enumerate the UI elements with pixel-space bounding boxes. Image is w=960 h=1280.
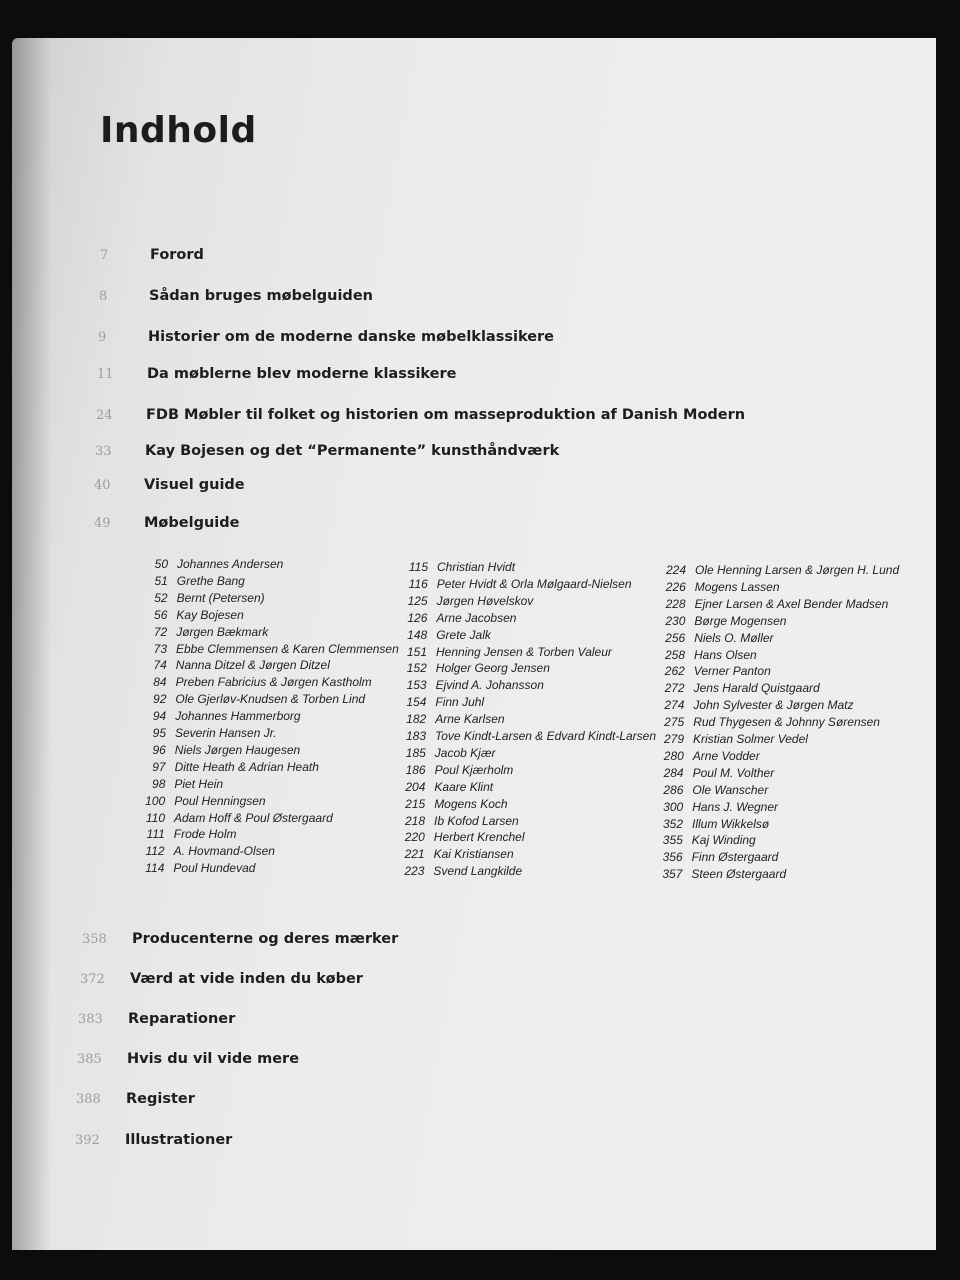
guide-entry-designer: Poul Hundevad (173, 861, 256, 876)
guide-entry-page: 215 (405, 796, 426, 811)
guide-entry-designer: Severin Hansen Jr. (175, 726, 277, 740)
guide-entry-designer: Holger Georg Jensen (435, 661, 550, 676)
guide-entry-page: 183 (405, 729, 426, 743)
guide-entry-designer: Jørgen Bækmark (176, 624, 269, 639)
guide-entry-page: 94 (152, 709, 167, 724)
toc-section-title: Værd at vide inden du køber (130, 971, 363, 987)
toc-page-number: 11 (97, 367, 114, 382)
guide-entry-designer: Johannes Hammerborg (175, 709, 301, 724)
toc-section-title: Da møblerne blev moderne klassikere (147, 366, 457, 382)
guide-entry-designer: Henning Jensen & Torben Valeur (436, 644, 612, 659)
guide-entry-page: 274 (664, 698, 685, 713)
guide-entry-designer: Mogens Koch (434, 796, 508, 811)
toc-section-title: Kay Bojesen og det “Permanente” kunsthåndværk (145, 443, 560, 459)
guide-entry-designer: Christian Hvidt (437, 560, 516, 574)
guide-entry-page: 223 (404, 864, 425, 879)
guide-entry-page: 110 (145, 810, 165, 825)
guide-entry-page: 256 (665, 630, 686, 645)
guide-entry-designer: Kaj Winding (691, 833, 756, 848)
guide-entry-page: 73 (153, 641, 167, 656)
guide-entry-page: 220 (404, 830, 425, 845)
guide-entry-designer: Frode Holm (173, 827, 237, 842)
toc-page-number: 24 (96, 408, 113, 423)
guide-entry-page: 125 (407, 593, 428, 608)
guide-entry-designer: Hans J. Wegner (692, 799, 779, 814)
toc-section-title: Møbelguide (144, 515, 240, 531)
guide-entry-designer: Verner Panton (693, 664, 771, 679)
toc-page-number: 49 (94, 516, 111, 531)
guide-entry-designer: Jens Harald Quistgaard (693, 681, 820, 696)
guide-entry-designer: Bernt (Petersen) (176, 590, 265, 605)
guide-entry-designer: Niels O. Møller (694, 630, 774, 645)
page-title: Indhold (100, 110, 257, 151)
guide-entry-page: 280 (663, 748, 684, 763)
guide-entry-page: 221 (404, 847, 425, 862)
guide-entry-page: 84 (153, 675, 167, 690)
toc-page-number: 385 (77, 1052, 102, 1067)
guide-entry-page: 116 (408, 576, 428, 591)
guide-entry-page: 352 (662, 816, 683, 831)
guide-entry-page: 98 (152, 776, 166, 791)
guide-entry-designer: Ole Wanscher (692, 782, 769, 797)
guide-entry-page: 228 (665, 596, 686, 611)
guide-entry-page: 126 (407, 610, 428, 625)
toc-section-title: Illustrationer (125, 1132, 233, 1148)
guide-entry-page: 56 (154, 607, 168, 622)
guide-entry-designer: Piet Hein (174, 776, 224, 791)
guide-entry-designer: Mogens Lassen (694, 579, 780, 594)
guide-entry-designer: Ejvind A. Johansson (435, 678, 544, 693)
toc-section-title: Hvis du vil vide mere (127, 1051, 300, 1067)
guide-entry-designer: Kay Bojesen (176, 607, 244, 622)
guide-entry-designer: Kaare Klint (434, 779, 494, 794)
toc-page-number: 392 (75, 1133, 100, 1148)
toc-page-number: 388 (76, 1092, 101, 1107)
guide-entry-designer: Grethe Bang (176, 573, 245, 588)
toc-section-title: Visuel guide (144, 477, 245, 493)
guide-entry-page: 153 (406, 678, 427, 693)
guide-entry-page: 357 (662, 867, 683, 882)
guide-entry-designer: Nanna Ditzel & Jørgen Ditzel (175, 658, 330, 673)
guide-entry-page: 185 (405, 745, 426, 760)
toc-section-title: Register (126, 1091, 195, 1107)
guide-entry-page: 52 (154, 590, 168, 605)
guide-entry-designer: Jacob Kjær (434, 745, 496, 760)
guide-entry-page: 50 (154, 557, 168, 571)
guide-entry-designer: Herbert Krenchel (433, 830, 525, 845)
guide-entry-page: 186 (405, 762, 426, 777)
guide-entry-page: 300 (663, 799, 684, 814)
guide-entry-page: 230 (665, 613, 686, 628)
toc-section-title: Forord (150, 247, 204, 263)
guide-entry-page: 114 (145, 861, 165, 876)
toc-page-number: 358 (82, 932, 107, 947)
guide-entry-page: 115 (408, 560, 428, 574)
guide-entry-designer: Jørgen Høvelskov (436, 593, 534, 608)
guide-entry-page: 284 (663, 765, 684, 780)
guide-entry-page: 182 (406, 712, 427, 727)
guide-entry-designer: Steen Østergaard (691, 867, 787, 882)
guide-entry-page: 275 (664, 715, 685, 730)
guide-entry-page: 286 (663, 782, 684, 797)
guide-entry-page: 152 (406, 661, 427, 676)
toc-page-number: 372 (80, 972, 105, 987)
guide-entry-designer: Poul Henningsen (174, 793, 266, 808)
guide-entry-designer: Svend Langkilde (433, 864, 523, 879)
guide-entry-page: 151 (406, 644, 427, 659)
guide-entry-designer: Illum Wikkelsø (692, 816, 770, 831)
guide-entry-page: 96 (152, 742, 166, 757)
guide-entry-page: 97 (152, 759, 166, 774)
toc-page-number: 40 (94, 478, 111, 493)
toc-section-title: Historier om de moderne danske møbelklassikere (148, 329, 555, 345)
guide-entry-designer: Rud Thygesen & Johnny Sørensen (693, 715, 880, 730)
guide-entry-designer: Finn Østergaard (691, 850, 779, 865)
guide-entry-page: 258 (664, 647, 685, 662)
toc-page-number: 33 (95, 444, 112, 459)
guide-entry-designer: Grete Jalk (436, 627, 491, 642)
guide-entry-designer: Johannes Andersen (177, 557, 284, 571)
guide-entry-page: 100 (145, 793, 166, 808)
guide-entry-page: 279 (663, 732, 684, 746)
guide-entry-page: 272 (664, 681, 685, 696)
guide-entry-page: 74 (153, 658, 167, 673)
guide-entry-page: 72 (153, 624, 168, 639)
guide-entry-page: 51 (154, 573, 168, 588)
guide-entry-page: 154 (406, 695, 427, 710)
guide-entry-designer: Ole Gjerløv-Knudsen & Torben Lind (175, 692, 366, 707)
toc-section-title: FDB Møbler til folket og historien om masseproduktion af Danish Modern (146, 407, 746, 423)
guide-entry-designer: Ejner Larsen & Axel Bender Madsen (694, 596, 889, 611)
guide-entry-designer: Adam Hoff & Poul Østergaard (174, 810, 333, 825)
toc-section-title: Reparationer (128, 1011, 236, 1027)
guide-entry-page: 226 (665, 579, 686, 594)
guide-entry-designer: Ole Henning Larsen & Jørgen H. Lund (695, 563, 900, 577)
guide-entry-designer: Poul M. Volther (692, 765, 775, 780)
toc-page-number: 7 (100, 248, 109, 263)
guide-entry-designer: Finn Juhl (435, 695, 485, 710)
guide-entry-designer: Tove Kindt-Larsen & Edvard Kindt-Larsen (435, 729, 657, 743)
guide-entry-designer: Arne Vodder (692, 748, 760, 763)
guide-entry-designer: Niels Jørgen Haugesen (174, 742, 301, 757)
guide-entry-designer: Ebbe Clemmensen & Karen Clemmensen (176, 641, 399, 656)
toc-section-title: Sådan bruges møbelguiden (149, 288, 373, 304)
guide-entry-page: 204 (405, 779, 426, 794)
guide-entry-designer: Preben Fabricius & Jørgen Kastholm (175, 675, 372, 690)
guide-entry-designer: Peter Hvidt & Orla Mølgaard-Nielsen (436, 576, 632, 591)
guide-entry-designer: Børge Mogensen (694, 613, 787, 628)
guide-entry-designer: Hans Olsen (694, 647, 757, 662)
guide-entry-designer: Ditte Heath & Adrian Heath (174, 759, 319, 774)
guide-entry-designer: Arne Jacobsen (436, 610, 517, 625)
toc-page-number: 8 (99, 289, 108, 304)
guide-entry-page: 92 (153, 692, 167, 707)
toc-page-number: 383 (78, 1012, 103, 1027)
guide-entry-designer: Arne Karlsen (435, 712, 505, 727)
guide-entry-designer: A. Hovmand-Olsen (173, 844, 275, 859)
guide-entry-designer: Ib Kofod Larsen (434, 813, 519, 828)
toc-section-title: Producenterne og deres mærker (132, 931, 399, 947)
guide-entry-designer: John Sylvester & Jørgen Matz (693, 698, 854, 713)
guide-entry-page: 111 (146, 827, 165, 842)
guide-entry-designer: Kai Kristiansen (433, 847, 514, 862)
guide-entry-designer: Kristian Solmer Vedel (693, 732, 808, 746)
guide-entry-page: 355 (662, 833, 683, 848)
spine-shadow (12, 38, 52, 1250)
guide-entry-page: 218 (404, 813, 425, 828)
guide-entry-page: 95 (152, 726, 166, 740)
guide-entry-page: 356 (662, 850, 683, 865)
toc-page-number: 9 (98, 330, 107, 345)
guide-entry-page: 112 (145, 844, 165, 859)
guide-entry-page: 224 (665, 563, 686, 577)
guide-entry-designer: Poul Kjærholm (434, 762, 514, 777)
guide-entry-page: 262 (664, 664, 685, 679)
guide-entry-page: 148 (407, 627, 428, 642)
